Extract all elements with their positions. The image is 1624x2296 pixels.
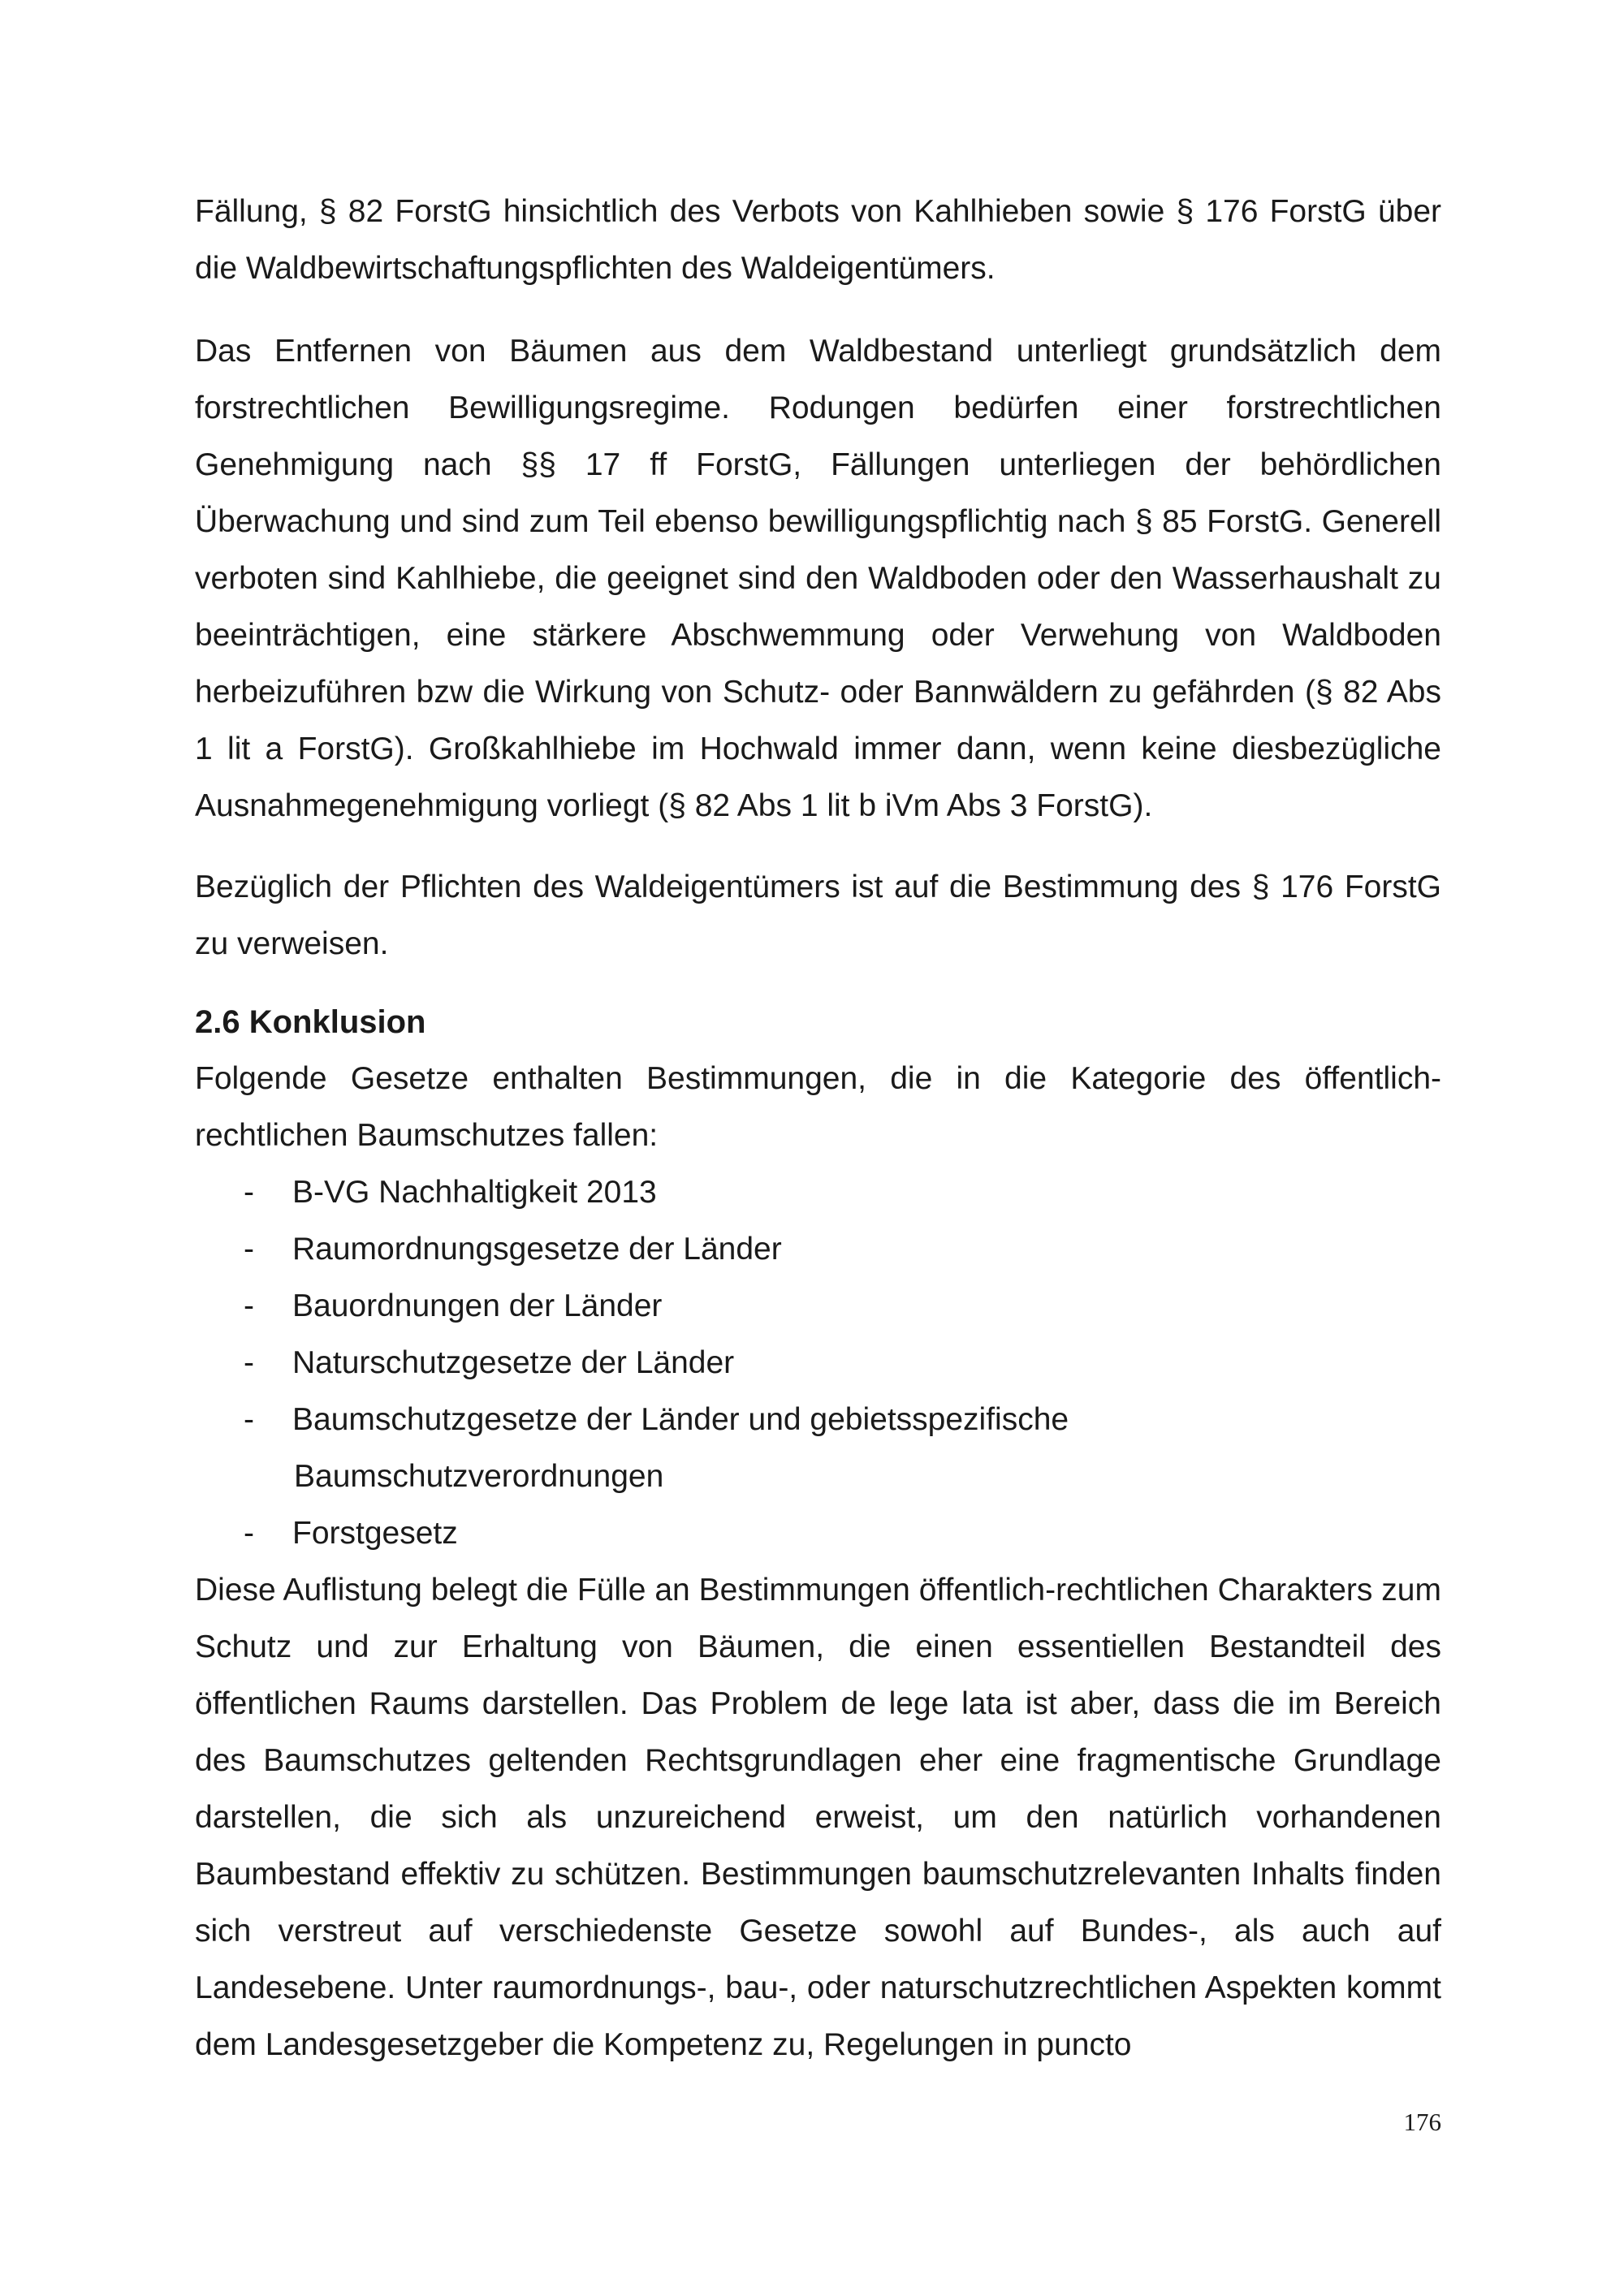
list-item-continuation: Baumschutzverordnungen xyxy=(294,1459,664,1494)
law-list xyxy=(195,1164,1441,1562)
list-bullet: - xyxy=(244,1345,254,1380)
list-item-text: Bauordnungen der Länder xyxy=(292,1288,663,1323)
list-bullet: - xyxy=(244,1232,254,1267)
list-item xyxy=(195,1278,1441,1335)
section-intro: Folgende Gesetze enthalten Bestimmungen, die in die Kategorie des öffentlich-rechtlichen Baumschutzes fallen: xyxy=(195,1061,1441,1153)
list-bullet: - xyxy=(244,1516,254,1551)
section-heading: 2.6 Konklusion xyxy=(195,1004,426,1040)
list-item-text: Naturschutzgesetze der Länder xyxy=(292,1345,735,1380)
list-item xyxy=(195,1221,1441,1278)
page-body xyxy=(195,183,1441,2074)
list-item xyxy=(195,1164,1441,1221)
page-number: 176 xyxy=(1403,2108,1441,2136)
list-item xyxy=(195,1392,1441,1505)
list-item xyxy=(195,1335,1441,1392)
paragraph-waldeigentuemer: Bezüglich der Pflichten des Waldeigentümers ist auf die Bestimmung des § 176 ForstG zu verweisen. xyxy=(195,870,1441,961)
list-item-text: Raumordnungsgesetze der Länder xyxy=(292,1232,782,1267)
list-bullet: - xyxy=(244,1402,254,1437)
list-item xyxy=(195,1505,1441,1562)
list-item-text: Forstgesetz xyxy=(292,1516,458,1551)
paragraph-conclusion: Diese Auflistung belegt die Fülle an Bestimmungen öffentlich-rechtlichen Charakters zum Schutz und zur Erhaltung von Bäumen, die einen essentiellen Bestandteil des öffentlichen Raums darstellen. Das Problem de lege lata ist aber, dass die im Bereich des Baumschutzes geltenden Rechtsgrundlagen eher eine fragmentische Grundlage darstellen, die sich als unzureichend erweist, um den natürlich vorhandenen Baumbestand effektiv zu schützen. Bestimmungen baumschutzrelevanten Inhalts finden sich verstreut auf verschiedenste Gesetze sowohl auf Bundes-, als auch auf Landesebene. Unter raumordnungs-, bau-, oder naturschutzrechtlichen Aspekten kommt dem Landesgesetzgeber die Kompetenz zu, Regelungen in puncto xyxy=(195,1573,1441,2062)
list-bullet: - xyxy=(244,1175,254,1210)
list-bullet: - xyxy=(244,1288,254,1323)
paragraph-bewilligungsregime: Das Entfernen von Bäumen aus dem Waldbestand unterliegt grundsätzlich dem forstrechtlichen Bewilligungsregime. Rodungen bedürfen einer forstrechtlichen Genehmigung nach §§ 17 ff ForstG, Fällungen unterliegen der behördlichen Überwachung und sind zum Teil ebenso bewilligungspflichtig nach § 85 ForstG. Generell verboten sind Kahlhiebe, die geeignet sind den Waldboden oder den Wasserhaushalt zu beeinträchtigen, eine stärkere Abschwemmung oder Verwehung von Waldboden herbeizuführen bzw die Wirkung von Schutz- oder Bannwäldern zu gefährden (§ 82 Abs 1 lit a ForstG). Großkahlhiebe im Hochwald immer dann, wenn keine diesbezügliche Ausnahmegenehmigung vorliegt (§ 82 Abs 1 lit b iVm Abs 3 ForstG). xyxy=(195,334,1441,823)
list-item-text: Baumschutzgesetze der Länder und gebietsspezifische xyxy=(292,1402,1069,1437)
list-item-text: B-VG Nachhaltigkeit 2013 xyxy=(292,1175,657,1210)
paragraph-forstg-intro: Fällung, § 82 ForstG hinsichtlich des Verbots von Kahlhieben sowie § 176 ForstG über die Waldbewirtschaftungspflichten des Waldeigentümers. xyxy=(195,194,1441,286)
